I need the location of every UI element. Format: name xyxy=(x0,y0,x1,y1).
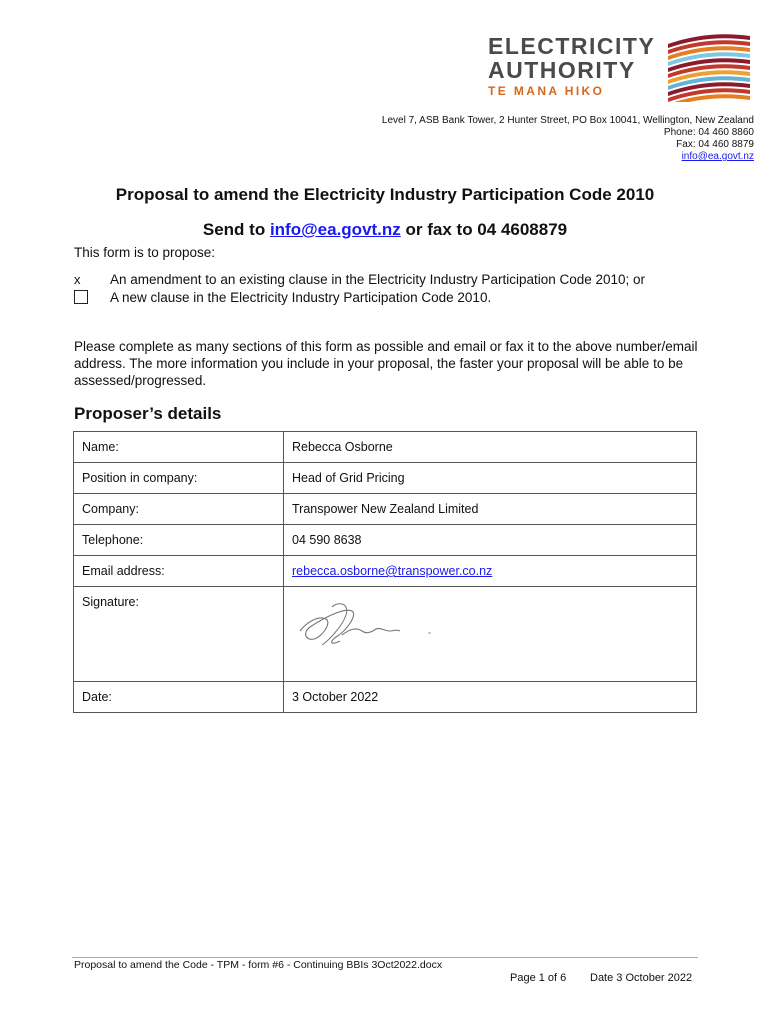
footer-date: Date 3 October 2022 xyxy=(590,972,693,984)
send-prefix: Send to xyxy=(202,220,270,239)
footer-divider xyxy=(72,957,698,958)
logo-line-2: AUTHORITY xyxy=(488,57,636,83)
fax-line: Fax: 04 460 8879 xyxy=(676,139,754,150)
intro-text: This form is to propose: xyxy=(74,245,216,260)
address-block xyxy=(382,115,754,163)
option-mark: x xyxy=(74,272,81,287)
send-suffix: or fax to 04 4608879 xyxy=(400,220,568,239)
email-value-cell xyxy=(284,556,697,587)
proposer-email-link[interactable]: rebecca.osborne@transpower.co.nz xyxy=(292,564,493,578)
name-label: Name: xyxy=(74,432,284,463)
company-value[interactable]: Transpower New Zealand Limited xyxy=(284,494,697,525)
instructions-paragraph: Please complete as many sections of this form as possible and email or fax it to the above number/email address. The more information you include in your proposal, the faster your proposal will be able to be assessed/progressed. xyxy=(74,339,698,388)
send-email-link[interactable]: info@ea.govt.nz xyxy=(269,220,401,239)
logo-stripes-graphic xyxy=(668,30,750,102)
section-heading: Proposer’s details xyxy=(74,404,222,423)
date-label: Date: xyxy=(74,682,284,713)
company-label: Company: xyxy=(74,494,284,525)
name-value[interactable]: Rebecca Osborne xyxy=(284,432,697,463)
proposer-details-table xyxy=(73,431,697,713)
electricity-authority-logo xyxy=(488,34,670,98)
footer-page-number: Page 1 of 6 xyxy=(510,972,567,984)
send-instruction xyxy=(0,220,770,240)
footer-filename: Proposal to amend the Code - TPM - form #6 - Continuing BBIs 3Oct2022.docx xyxy=(74,959,443,971)
email-label: Email address: xyxy=(74,556,284,587)
signature-label: Signature: xyxy=(74,587,284,682)
address-line: Level 7, ASB Bank Tower, 2 Hunter Street, PO Box 10041, Wellington, New Zealand xyxy=(381,115,754,126)
table-row xyxy=(74,587,697,682)
table-row xyxy=(74,463,697,494)
logo-line-3: TE MANA HIKO xyxy=(488,84,605,98)
page-title: Proposal to amend the Electricity Industry Participation Code 2010 xyxy=(115,185,655,204)
date-value[interactable]: 3 October 2022 xyxy=(284,682,697,713)
table-row xyxy=(74,432,697,463)
address-email-link[interactable]: info@ea.govt.nz xyxy=(681,151,754,162)
telephone-value[interactable]: 04 590 8638 xyxy=(284,525,697,556)
table-row xyxy=(74,682,697,713)
phone-line: Phone: 04 460 8860 xyxy=(663,127,754,138)
handwritten-signature xyxy=(292,593,442,663)
position-value[interactable]: Head of Grid Pricing xyxy=(284,463,697,494)
option-text: An amendment to an existing clause in the Electricity Industry Participation Code 2010; or xyxy=(110,272,646,287)
logo-line-1: ELECTRICITY xyxy=(488,33,656,59)
table-row xyxy=(74,525,697,556)
position-label: Position in company: xyxy=(74,463,284,494)
table-row xyxy=(74,494,697,525)
table-row xyxy=(74,556,697,587)
option-text: A new clause in the Electricity Industry Participation Code 2010. xyxy=(110,290,492,305)
telephone-label: Telephone: xyxy=(74,525,284,556)
signature-cell xyxy=(284,587,697,682)
new-clause-checkbox[interactable] xyxy=(74,290,88,304)
